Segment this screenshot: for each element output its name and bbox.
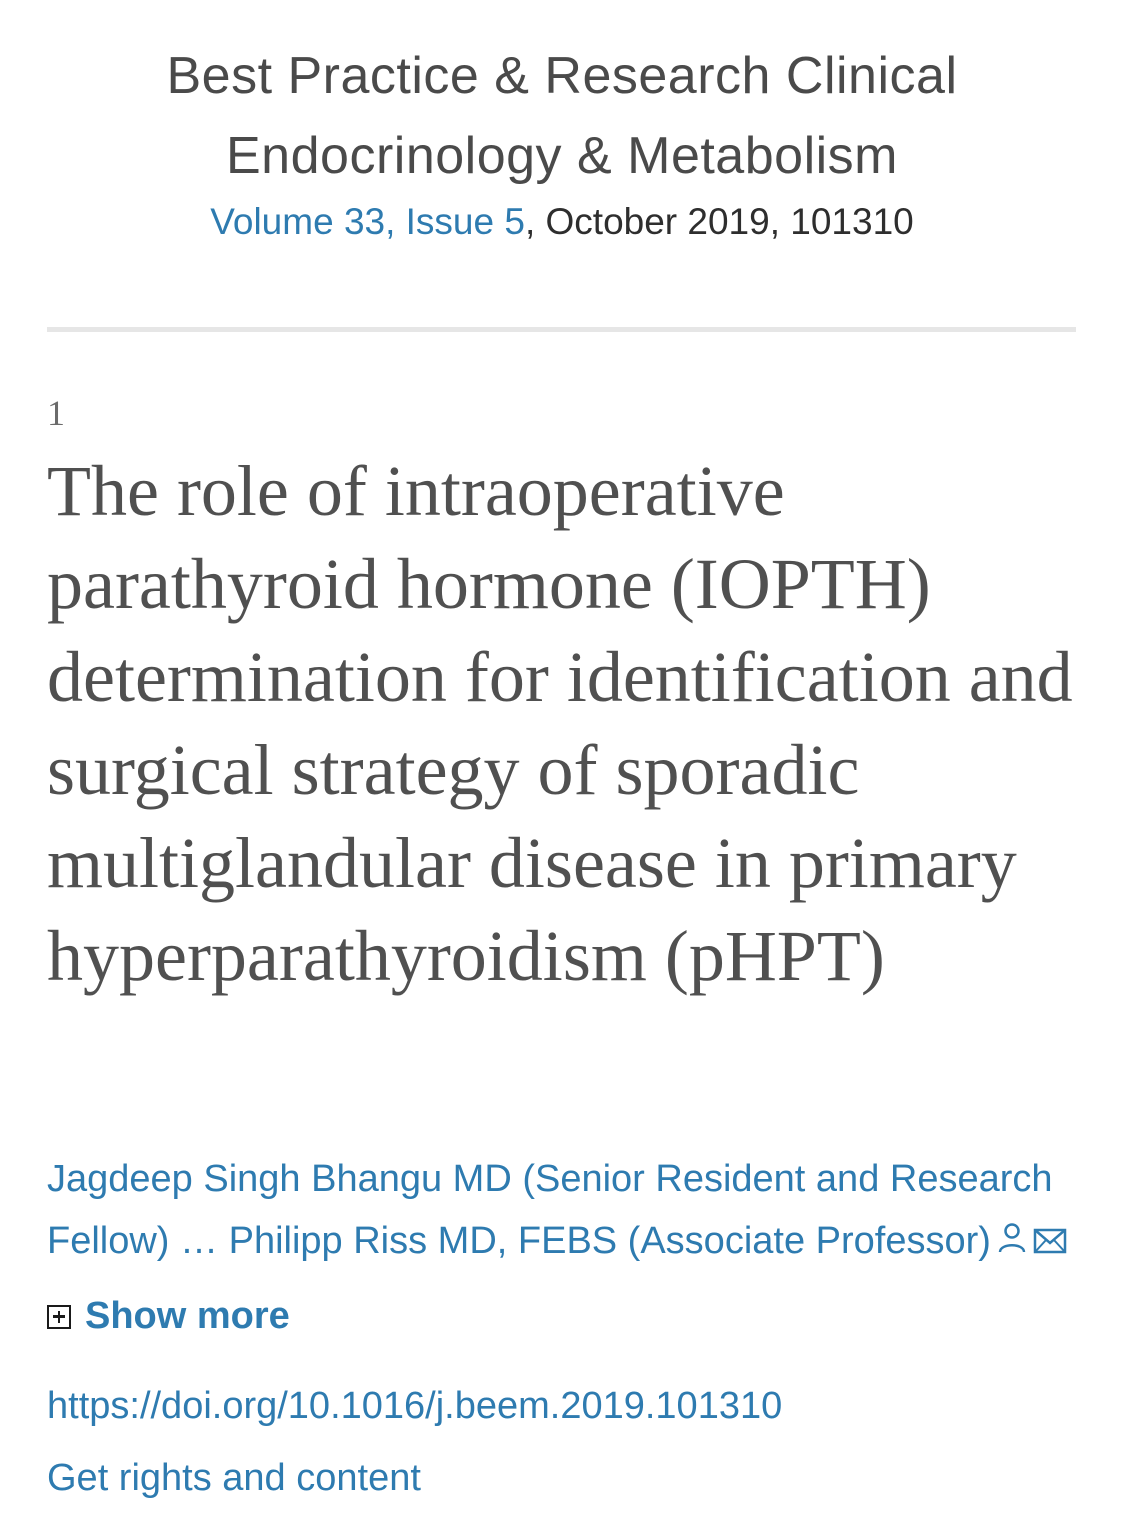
person-icon[interactable] xyxy=(997,1212,1027,1274)
journal-title-line-2[interactable]: Endocrinology & Metabolism xyxy=(226,127,898,185)
title-footnote-marker[interactable]: 1 xyxy=(47,393,65,433)
author-list xyxy=(47,1148,1087,1274)
journal-title[interactable] xyxy=(0,36,1124,196)
journal-title-line-1[interactable]: Best Practice & Research Clinical xyxy=(166,47,958,105)
show-more-button[interactable] xyxy=(47,1295,290,1338)
header-divider xyxy=(47,327,1076,332)
issue-link[interactable]: Volume 33, Issue 5 xyxy=(210,201,525,242)
author-last[interactable]: Philipp Riss MD, FEBS (Associate Professor) xyxy=(228,1220,991,1262)
author-first[interactable]: Jagdeep Singh Bhangu MD (Senior Resident and Research Fellow) xyxy=(47,1158,1053,1262)
plus-box-icon xyxy=(47,1305,71,1329)
envelope-icon[interactable] xyxy=(1033,1212,1067,1274)
issue-date-and-id: , October 2019, 101310 xyxy=(524,201,914,242)
show-more-label: Show more xyxy=(85,1295,290,1337)
journal-header xyxy=(0,36,1124,246)
issue-info xyxy=(0,198,1124,246)
rights-link[interactable]: Get rights and content xyxy=(47,1457,421,1499)
article-title: The role of intraoperative parathyroid hormone (IOPTH) determination for identification and surgical strategy of sporadic multiglandular disease in primary hyperparathyroidism (pHPT) xyxy=(47,451,1073,996)
author-ellipsis: … xyxy=(169,1220,229,1262)
doi-link[interactable]: https://doi.org/10.1016/j.beem.2019.101310 xyxy=(47,1385,783,1427)
